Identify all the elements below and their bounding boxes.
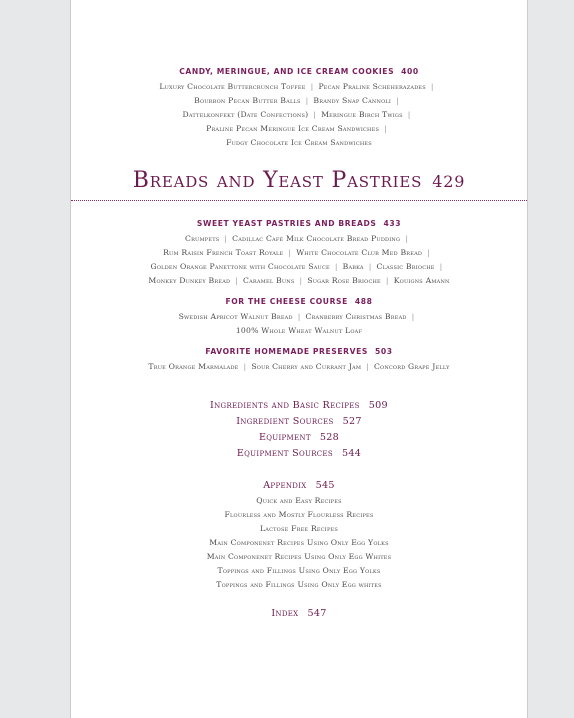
appendix-title: Appendix	[263, 480, 307, 491]
separator: |	[427, 248, 430, 257]
separator: |	[405, 234, 408, 243]
candy-section	[71, 66, 527, 150]
separator: |	[288, 248, 292, 257]
separator: |	[430, 82, 434, 91]
recipe-list	[71, 80, 527, 150]
section-heading	[71, 66, 527, 78]
index-page: 547	[307, 608, 327, 619]
toc-entry-title: Ingredients and Basic Recipes	[210, 400, 360, 411]
recipe-line	[71, 274, 527, 288]
chapter-title	[71, 168, 527, 193]
appendix-list	[71, 494, 527, 592]
recipe-list	[71, 360, 527, 374]
section-heading-title: FAVORITE HOMEMADE PRESERVES	[205, 347, 368, 356]
toc-page	[70, 0, 528, 718]
recipe-entry: Cranberry Christmas Bread	[305, 312, 407, 321]
recipe-entry: 100% Whole Wheat Walnut Loaf	[235, 326, 363, 335]
recipe-entry: Dattelkonfekt (Date Confections)	[182, 110, 309, 119]
appendix-entry: Main Componenet Recipes Using Only Egg Yolks	[209, 538, 389, 547]
chapter-divider	[71, 200, 527, 201]
recipe-entry: Brandy Snap Cannoli	[313, 96, 392, 105]
recipe-line	[71, 310, 527, 324]
section-heading	[71, 346, 527, 358]
separator: |	[384, 124, 387, 133]
preserves-section	[71, 346, 527, 374]
separator: |	[299, 276, 303, 285]
recipe-entry: Sour Cherry and Currant Jam	[251, 362, 362, 371]
section-heading	[71, 296, 527, 308]
toc-entry-title: Equipment	[258, 432, 311, 443]
recipe-line	[71, 94, 527, 108]
recipe-entry: Bourbon Pecan Butter Balls	[194, 96, 301, 105]
section-heading-title: CANDY, MERINGUE, AND ICE CREAM COOKIES	[179, 67, 395, 76]
recipe-entry: White Chocolate Club Med Bread	[296, 248, 423, 257]
recipe-line	[71, 108, 527, 122]
chapter-page-number: 429	[432, 172, 466, 191]
recipe-line	[71, 232, 527, 246]
separator: |	[310, 82, 314, 91]
sweet-yeast-section	[71, 218, 527, 288]
separator: |	[235, 276, 239, 285]
separator: |	[313, 110, 317, 119]
recipe-entry: Golden Orange Panettone with Chocolate Sauce	[150, 262, 330, 271]
appendix-entry: Flourless and Mostly Flourless Recipes	[224, 510, 374, 519]
toc-entry-page: 509	[368, 400, 388, 411]
recipe-line	[71, 360, 527, 374]
recipe-entry: Meringue Birch Twigs	[321, 110, 403, 119]
appendix-page: 545	[315, 480, 335, 491]
chapter-title-text: Breads and Yeast Pastries	[132, 168, 423, 193]
recipe-entry: Concord Grape Jelly	[373, 362, 450, 371]
section-heading-title: FOR THE CHEESE COURSE	[225, 297, 348, 306]
section-heading-title: SWEET YEAST PASTRIES AND BREADS	[196, 219, 377, 228]
recipe-entry: Fudgy Chocolate Ice Cream Sandwiches	[226, 138, 372, 147]
appendix-entry: Toppings and Fillings Using Only Egg whites	[216, 580, 382, 589]
recipe-entry: Caramel Buns	[243, 276, 295, 285]
separator: |	[243, 362, 247, 371]
recipe-entry: Luxury Chocolate Buttercrunch Toffee	[159, 82, 306, 91]
separator: |	[224, 234, 228, 243]
appendix-entry: Quick and Easy Recipes	[256, 496, 342, 505]
toc-entry-title: Ingredient Sources	[236, 416, 334, 427]
recipe-entry: Rum Raisin French Toast Royale	[163, 248, 284, 257]
appendix-entry: Main Componenet Recipes Using Only Egg Whites	[206, 552, 392, 561]
separator: |	[385, 276, 389, 285]
toc-entry-page: 528	[319, 432, 340, 443]
index-title: Index	[271, 608, 299, 619]
recipe-entry: True Orange Marmalade	[148, 362, 239, 371]
recipe-line	[71, 80, 527, 94]
index-entry	[71, 606, 527, 622]
back-matter-list	[71, 398, 527, 462]
section-heading-page: 488	[354, 297, 373, 306]
recipe-entry: Babka	[342, 262, 364, 271]
separator: |	[297, 312, 301, 321]
recipe-entry: Praline Pecan Meringue Ice Cream Sandwiches	[206, 124, 380, 133]
recipe-list	[71, 310, 527, 338]
recipe-entry: Classic Brioche	[376, 262, 435, 271]
separator: |	[407, 110, 411, 119]
recipe-line	[71, 246, 527, 260]
recipe-entry: Pecan Praline Scheherazades	[318, 82, 426, 91]
recipe-line	[71, 136, 527, 150]
section-heading-page: 400	[401, 67, 419, 76]
separator: |	[411, 312, 415, 321]
appendix-heading	[71, 478, 527, 494]
recipe-entry: Monkey Dunkey Bread	[148, 276, 231, 285]
recipe-line	[71, 260, 527, 274]
appendix-entry: Toppings and Fillings Using Only Egg Yolks	[217, 566, 381, 575]
separator: |	[305, 96, 309, 105]
toc-entry	[71, 398, 527, 414]
separator: |	[366, 362, 369, 371]
recipe-list	[71, 232, 527, 288]
recipe-line	[71, 324, 527, 338]
section-heading-page: 433	[383, 219, 402, 228]
recipe-entry: Kouigns Amann	[393, 276, 450, 285]
separator: |	[368, 262, 372, 271]
recipe-line	[71, 122, 527, 136]
recipe-entry: Sugar Rose Brioche	[307, 276, 381, 285]
separator: |	[396, 96, 399, 105]
toc-entry	[71, 446, 527, 462]
toc-entry-page: 527	[342, 416, 362, 427]
cheese-section	[71, 296, 527, 338]
separator: |	[439, 262, 443, 271]
recipe-entry: Swedish Apricot Walnut Bread	[178, 312, 293, 321]
section-heading-page: 503	[374, 347, 393, 356]
recipe-entry: Crumpets	[185, 234, 220, 243]
recipe-entry: Cadillac Café Milk Chocolate Bread Pudding	[232, 234, 401, 243]
toc-entry	[71, 414, 527, 430]
appendix-section	[71, 478, 527, 592]
section-heading	[71, 218, 527, 230]
toc-entry-page: 544	[341, 448, 362, 459]
separator: |	[334, 262, 338, 271]
appendix-entry: Lactose Free Recipes	[259, 524, 338, 533]
toc-entry	[71, 430, 527, 446]
toc-entry-title: Equipment Sources	[236, 448, 333, 459]
